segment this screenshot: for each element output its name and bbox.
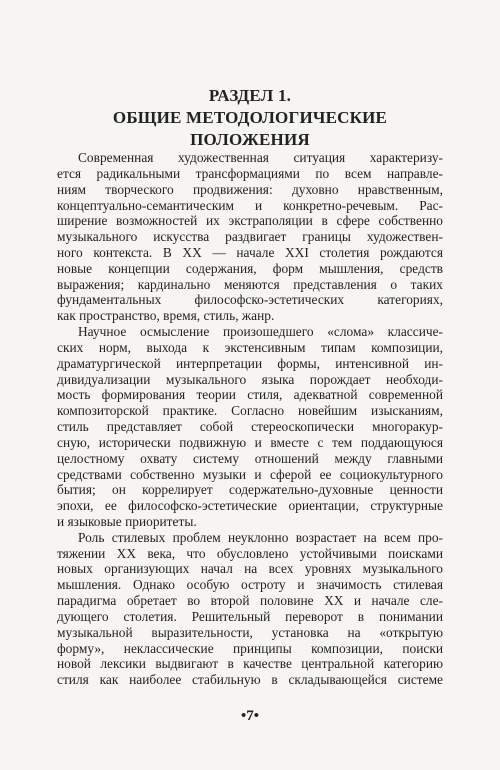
page-number: •7• — [240, 708, 259, 724]
text-line: Научное осмысление произошедшего «слома» классиче- — [78, 324, 443, 340]
text-line: композиторской практике. Согласно новейшим изысканиям, — [57, 403, 443, 419]
text-line: Современная художественная ситуация характеризу- — [78, 150, 443, 165]
text-line: бытия; он коррелирует содержательно-духовные ценности — [57, 482, 443, 498]
text-line: новых организующих начал на всех уровнях музыкального — [57, 561, 443, 577]
text-line: эпохи, ее философско-эстетические ориентации, структурные — [57, 498, 443, 514]
text-line: ских норм, выхода к экстенсивным типам композиции, — [57, 339, 443, 355]
text-line: выражения; кардинально меняются представления о таких — [57, 276, 443, 292]
text-line: стиль представляет собой стереоскопически многоракур- — [57, 419, 443, 434]
text-line: фундаментальных философско-эстетических категориях, — [57, 292, 443, 308]
text-line: новые концепции содержания, форм мышления, средств — [57, 260, 443, 276]
text-line: как пространство, время, стиль, жанр. — [57, 308, 275, 324]
text-line: парадигма обретает во второй половине XX и начале сле- — [57, 593, 443, 609]
text-line: и языковые приоритеты. — [57, 513, 197, 529]
text-line: мышления. Однако особую остроту и значимость стилевая — [57, 577, 443, 593]
text-line: Роль стилевых проблем неуклонно возрастает на всем про- — [78, 529, 443, 545]
text-line: ширение возможностей их экстраполяции в сфере собственно — [57, 213, 443, 229]
text-line: музыкальной выразительности, установка на «открытую — [57, 624, 443, 640]
text-line: музыкального искусства раздвигает границы художествен- — [57, 229, 443, 245]
text-line: форму», неклассические принципы композиции, поиски — [57, 640, 443, 656]
text-line: ниям творческого продвижения: духовно нравственным, — [57, 181, 443, 197]
text-line: тяжении XX века, что обусловлено устойчивыми поисками — [57, 545, 443, 561]
text-line: концептуально-семантическим и конкретно-речевым. Рас- — [57, 197, 443, 213]
text-line: сную, исторически подвижную и вместе с тем поддающуюся — [57, 434, 443, 450]
text-line: драматургической интерпретации формы, интенсивной ин- — [57, 355, 443, 371]
text-line: целостному охвату систему отношений между главными — [57, 450, 443, 466]
text-line: ется радикальными трансформациями по всем направле- — [57, 165, 443, 181]
text-line: новой лексики выдвигают в качестве центральной категорию — [57, 656, 443, 672]
section-subtitle: ОБЩИЕ МЕТОДОЛОГИЧЕСКИЕ ПОЛОЖЕНИЯ — [112, 108, 388, 149]
text-line: дующего столетия. Решительный переворот в понимании — [57, 608, 443, 624]
text-line: средствами собственно музыки и сферой ее социокультурного — [57, 466, 443, 482]
text-line: ного контекста. В XX — начале XXI столетия рождаются — [57, 244, 443, 260]
text-line: стиля как наиболее стабильную в складывающейся системе — [57, 672, 443, 688]
text-line: дивидуализации музыкального языка порождает необходи- — [57, 371, 443, 387]
text-line: мость формирования теории стиля, адекватной современной — [57, 387, 443, 403]
section-title: РАЗДЕЛ 1. — [208, 86, 292, 105]
